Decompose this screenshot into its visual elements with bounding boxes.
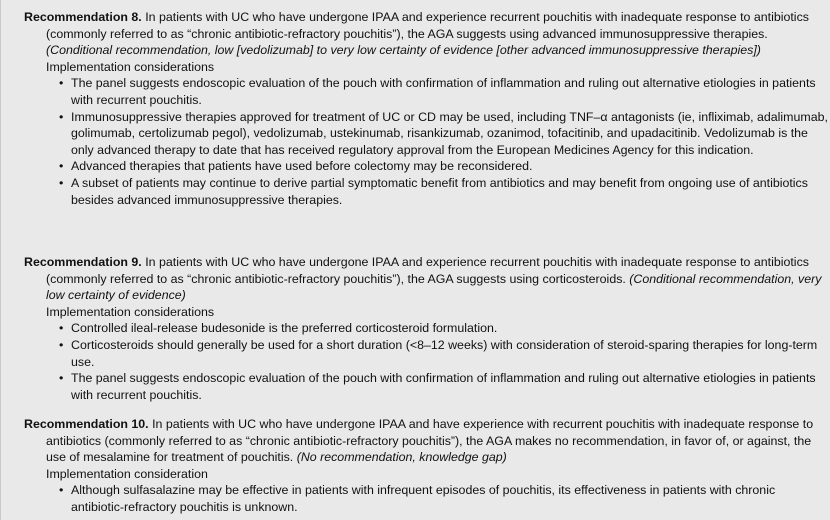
consideration-item: • Although sulfasalazine may be effective in patients with infrequent episodes of pouchitis, its effectiveness in patients with chronic antibiotic-refractory pouchitis is unknown. xyxy=(71,482,830,515)
consideration-item: • Advanced therapies that patients have used before colectomy may be reconsidered. xyxy=(71,158,830,175)
evidence-grade: (No recommendation, knowledge gap) xyxy=(296,450,507,465)
consideration-item: • The panel suggests endoscopic evaluation of the pouch with confirmation of inflammation and ruling out alternative etiologies in patients with recurrent pouchitis. xyxy=(71,370,830,403)
implementation-label: Implementation consideration xyxy=(46,466,208,481)
recommendation-statement xyxy=(24,416,830,466)
recommendation-text: In patients with UC who have undergone IPAA and experience recurrent pouchitis with inadequate response to antibiotics (commonly referred to as “chronic antibiotic-refractory pouchitis”), the AGA suggests using corticosteroids. xyxy=(46,255,809,286)
consideration-list xyxy=(24,482,830,515)
recommendation-heading: Recommendation 9. xyxy=(24,255,142,269)
evidence-grade: (Conditional recommendation, low [vedolizumab] to very low certainty of evidence [other advanced immunosuppressive therapies]) xyxy=(46,43,761,58)
recommendation-statement xyxy=(24,254,830,304)
consideration-list xyxy=(24,75,830,208)
consideration-item: • The panel suggests endoscopic evaluation of the pouch with confirmation of inflammation and ruling out alternative etiologies in patients with recurrent pouchitis. xyxy=(71,75,830,108)
recommendation-10 xyxy=(24,416,830,516)
recommendation-statement xyxy=(24,9,830,59)
evidence-grade: (Conditional recommendation, very low certainty of evidence) xyxy=(46,271,822,303)
consideration-list xyxy=(24,320,830,403)
recommendation-text: In patients with UC who have undergone IPAA and have experience with recurrent pouchitis with inadequate response to antibiotics (commonly referred to as “chronic antibiotic-refractory pouchitis”), the AGA makes no recommendation, in favor of, or against, the use of mesalamine for treatment of pouchitis. xyxy=(46,417,814,465)
consideration-item: • A subset of patients may continue to derive partial symptomatic benefit from antibiotics and may benefit from ongoing use of antibiotics besides advanced immunosuppressive therapies. xyxy=(71,175,830,208)
recommendation-heading: Recommendation 8. xyxy=(24,10,142,24)
implementation-label: Implementation considerations xyxy=(46,59,215,74)
consideration-item: • Immunosuppressive therapies approved for treatment of UC or CD may be used, including TNF–α antagonists (ie, infliximab, adalimumab, golimumab, certolizumab pegol), vedolizumab, ustekinumab, risankizumab, ozanimod, tofacitinib, and upadacitinib. Vedolizumab is the only advanced therapy to date that has received regulatory approval from the European Medicines Agency for this indication. xyxy=(71,109,830,159)
implementation-label: Implementation considerations xyxy=(46,304,215,319)
recommendation-8 xyxy=(24,9,830,208)
recommendation-heading: Recommendation 10. xyxy=(24,417,149,431)
consideration-item: • Controlled ileal-release budesonide is the preferred corticosteroid formulation. xyxy=(71,320,830,337)
recommendation-9 xyxy=(24,254,830,403)
recommendation-text: In patients with UC who have undergone IPAA and experience recurrent pouchitis with inadequate response to antibiotics (commonly referred to as “chronic antibiotic-refractory pouchitis”), the AGA suggests using advanced immunosuppressive therapies. xyxy=(46,10,809,41)
consideration-item: • Corticosteroids should generally be used for a short duration (<8–12 weeks) with consideration of steroid-sparing therapies for long-term use. xyxy=(71,337,830,370)
